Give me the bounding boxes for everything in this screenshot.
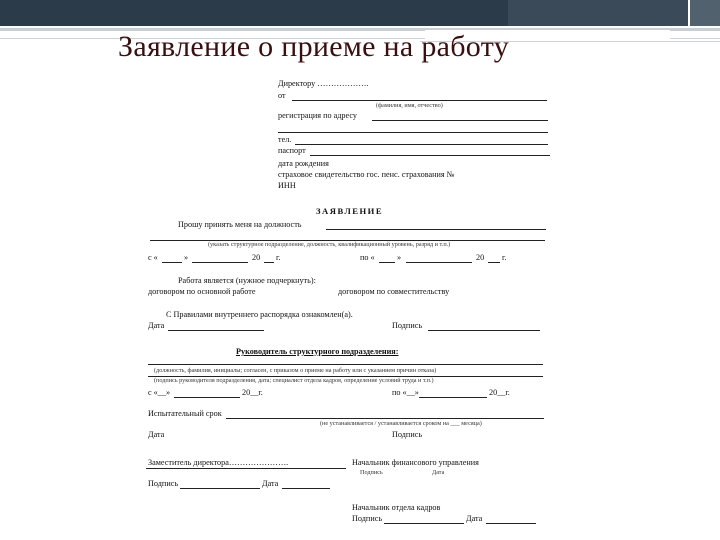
position-field xyxy=(326,229,546,230)
inn-label: ИНН xyxy=(278,181,296,190)
finance-head: Начальник финансового управления xyxy=(352,458,479,467)
deputy-underline xyxy=(146,468,346,469)
option-part-time: договором по совместительству xyxy=(338,287,450,296)
application-form xyxy=(140,80,560,530)
probation-label: Испытательный срок xyxy=(148,409,222,418)
hr-signature-field xyxy=(384,523,464,524)
registration-field-2 xyxy=(278,132,548,133)
from-label: от xyxy=(278,91,286,100)
deputy-date-label: Дата xyxy=(262,479,279,488)
from-date-close: » xyxy=(184,253,189,262)
hr-date-field xyxy=(486,523,536,524)
approval-to-year: 20__г. xyxy=(489,388,510,397)
top-bar xyxy=(0,0,508,26)
option-main-work: договором по основной работе xyxy=(148,287,256,296)
passport-label: паспорт xyxy=(278,146,306,155)
approval-to-field xyxy=(419,397,487,398)
manager-title: Руководитель структурного подразделения: xyxy=(236,347,399,356)
from-year: 20 xyxy=(252,253,261,262)
top-bar-edge xyxy=(690,0,720,26)
probation-signature: Подпись xyxy=(392,430,423,439)
to-month-field xyxy=(406,262,472,263)
unit-hint: (указать структурное подразделение, должность, квалификационный уровень, разряд и т.п.) xyxy=(208,241,451,248)
from-day-field xyxy=(162,262,182,263)
approval-to: по «__» xyxy=(392,388,419,397)
hr-head: Начальник отдела кадров xyxy=(352,503,441,512)
deputy-signature-label: Подпись xyxy=(148,479,179,488)
pension-label: страховое свидетельство гос. пенс. страхования № xyxy=(278,170,455,179)
from-year-field xyxy=(264,262,274,263)
registration-label: регистрация по адресу xyxy=(278,111,357,120)
from-month-field xyxy=(192,262,248,263)
fio-hint: (фамилия, имя, отчество) xyxy=(376,102,443,109)
phone-label: тел. xyxy=(278,135,292,144)
registration-field xyxy=(372,120,548,121)
work-type-text: Работа является (нужное подчеркнуть): xyxy=(178,276,316,285)
date-label: Дата xyxy=(148,321,165,330)
deputy-director: Заместитель директора…………………. xyxy=(148,458,289,467)
passport-field xyxy=(310,155,550,156)
birth-date-label: дата рождения xyxy=(278,159,329,168)
probation-field xyxy=(226,418,544,419)
finance-signature-label: Подпись xyxy=(360,469,383,476)
director-line: Директору ………………. xyxy=(278,79,369,88)
to-year: 20 xyxy=(476,253,485,262)
approval-from-year: 20__г. xyxy=(242,388,263,397)
phone-field xyxy=(295,144,548,145)
signature-field xyxy=(428,330,540,331)
rules-text: С Правилами внутреннего распорядка ознакомлен(а). xyxy=(166,310,353,319)
deputy-date-field xyxy=(282,488,330,489)
approval-from-field xyxy=(174,397,240,398)
manager-note-1: (должность, фамилия, инициалы; согласен, с приказом о приеме на работу или с указанием причин отказа) xyxy=(154,367,437,374)
from-date-prefix: с « xyxy=(148,253,158,262)
slide-title: Заявление о приеме на работу xyxy=(118,30,510,63)
hr-signature-label: Подпись xyxy=(352,514,383,523)
to-date-prefix: по « xyxy=(360,253,375,262)
to-date-close: » xyxy=(397,253,402,262)
from-year-suffix: г. xyxy=(276,253,281,262)
form-heading: ЗАЯВЛЕНИЕ xyxy=(316,206,384,216)
to-day-field xyxy=(379,262,395,263)
date-field xyxy=(168,330,264,331)
manager-note-2: (подпись руководителя подразделения, дата; специалист отдела кадров, определение условий труда и т.п.) xyxy=(154,377,434,384)
top-bar-segment xyxy=(508,0,688,26)
hr-date-label: Дата xyxy=(466,514,483,523)
from-field xyxy=(292,100,547,101)
to-year-suffix: г. xyxy=(502,253,507,262)
manager-field xyxy=(148,364,543,365)
request-text: Прошу принять меня на должность xyxy=(178,220,302,229)
deputy-signature-field xyxy=(180,488,260,489)
approval-from: с «__» xyxy=(148,388,171,397)
probation-date: Дата xyxy=(148,430,165,439)
finance-date-label: Дата xyxy=(432,469,445,476)
probation-hint: (не устанавливается / устанавливается сроком на ___ месяца) xyxy=(320,420,482,427)
to-year-field xyxy=(488,262,500,263)
signature-label: Подпись xyxy=(392,321,423,330)
